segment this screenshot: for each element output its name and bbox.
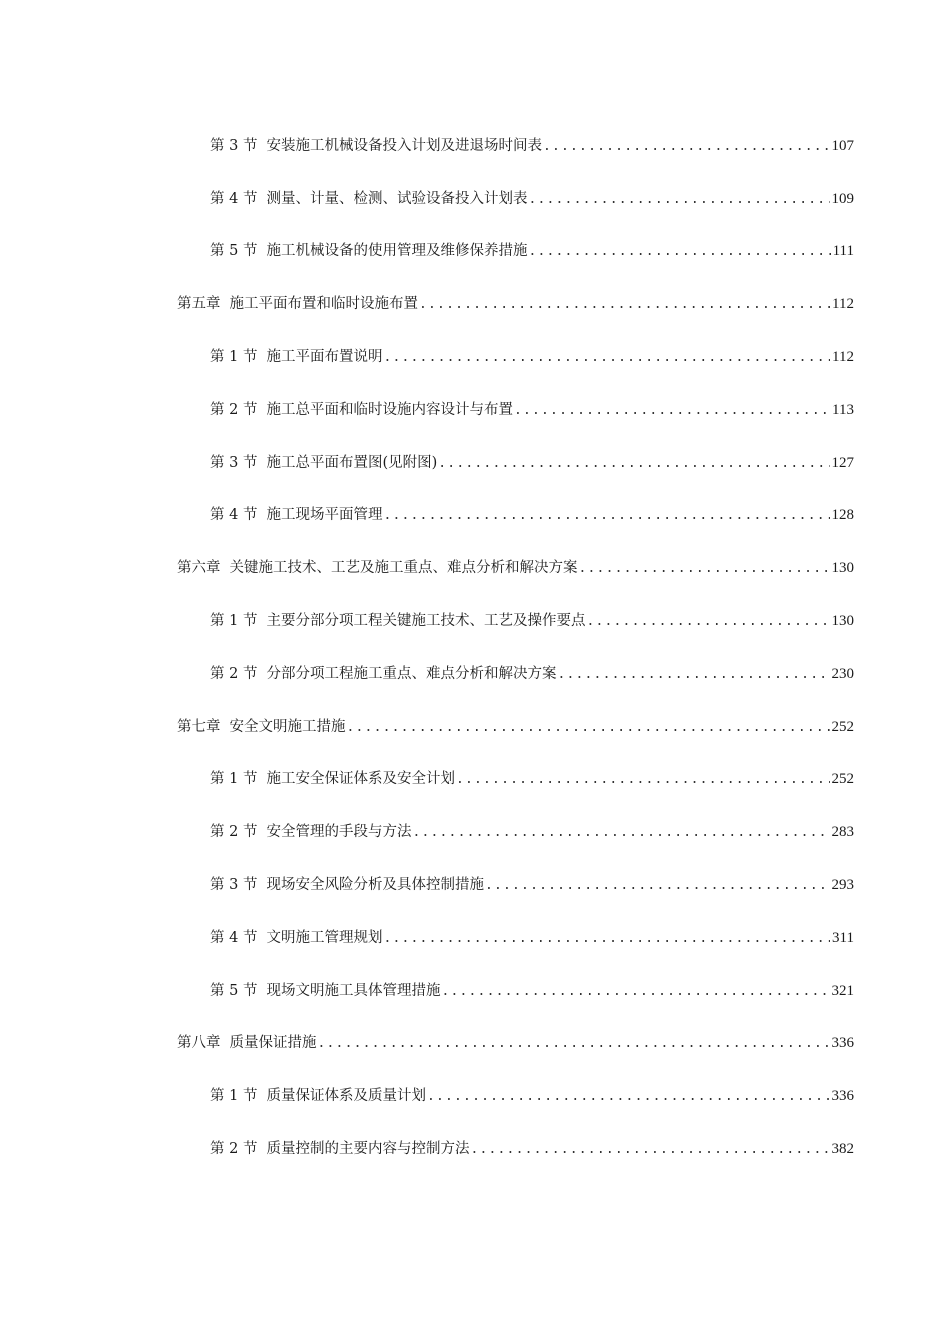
toc-entry-label: 第 4 节 <box>210 190 258 207</box>
toc-entry-title: 关键施工技术、工艺及施工重点、难点分析和解决方案 <box>229 560 578 577</box>
toc-dot-leader <box>586 615 829 628</box>
toc-section-entry[interactable] <box>0 806 950 859</box>
toc-entry-line <box>210 1142 854 1157</box>
toc-section-entry[interactable] <box>0 437 950 490</box>
toc-entry-line <box>177 561 854 576</box>
toc-entry-line <box>177 720 854 735</box>
toc-entry-label: 第 5 节 <box>210 243 258 260</box>
toc-page-number: 130 <box>831 613 854 630</box>
toc-entry-line <box>210 350 854 365</box>
toc-page-number: 230 <box>831 665 854 682</box>
toc-entry-title: 现场文明施工具体管理措施 <box>266 982 441 999</box>
toc-dot-leader <box>412 826 829 839</box>
toc-dot-leader <box>383 351 830 364</box>
toc-page-number: 112 <box>832 296 854 313</box>
toc-entry-line <box>210 825 854 840</box>
toc-entry-title: 文明施工管理规划 <box>266 929 383 946</box>
toc-dot-leader <box>441 985 829 998</box>
toc-chapter-entry[interactable] <box>0 701 950 754</box>
toc-entry-title: 施工总平面和临时设施内容设计与布置 <box>266 401 513 418</box>
toc-page-number: 283 <box>831 824 854 841</box>
toc-page-number: 252 <box>831 771 854 788</box>
toc-entry-label: 第五章 <box>177 296 221 313</box>
toc-entry-label: 第 2 节 <box>210 401 258 418</box>
toc-section-entry[interactable] <box>0 965 950 1018</box>
toc-section-entry[interactable] <box>0 595 950 648</box>
toc-entry-label: 第 1 节 <box>210 349 258 366</box>
toc-page-number: 293 <box>831 877 854 894</box>
toc-entry-label: 第 3 节 <box>210 454 258 471</box>
toc-page-number: 128 <box>831 507 854 524</box>
toc-section-entry[interactable] <box>0 120 950 173</box>
toc-entry-line <box>210 931 854 946</box>
toc-entry-label: 第 1 节 <box>210 771 258 788</box>
toc-page-number: 382 <box>831 1141 854 1158</box>
toc-dot-leader <box>557 668 829 681</box>
toc-page-number: 252 <box>831 718 854 735</box>
toc-page-number: 321 <box>831 982 854 999</box>
toc-entry-title: 现场安全风险分析及具体控制措施 <box>266 877 484 894</box>
toc-entry-label: 第八章 <box>177 1035 221 1052</box>
toc-section-entry[interactable] <box>0 648 950 701</box>
toc-entry-title: 施工总平面布置图(见附图) <box>266 454 438 471</box>
toc-section-entry[interactable] <box>0 1070 950 1123</box>
toc-section-entry[interactable] <box>0 912 950 965</box>
toc-chapter-entry[interactable] <box>0 542 950 595</box>
toc-entry-title: 安全文明施工措施 <box>229 718 346 735</box>
toc-page-number: 111 <box>832 243 854 260</box>
toc-entry-title: 施工平面布置说明 <box>266 349 383 366</box>
toc-entry-line <box>210 139 854 154</box>
toc-section-entry[interactable] <box>0 226 950 279</box>
toc-section-entry[interactable] <box>0 331 950 384</box>
toc-entry-label: 第 2 节 <box>210 824 258 841</box>
toc-entry-line <box>210 984 854 999</box>
toc-chapter-entry[interactable] <box>0 1018 950 1071</box>
table-of-contents <box>0 120 950 1176</box>
toc-dot-leader <box>528 193 829 206</box>
toc-entry-title: 测量、计量、检测、试验设备投入计划表 <box>266 190 528 207</box>
toc-entry-title: 质量保证体系及质量计划 <box>266 1088 426 1105</box>
toc-entry-line <box>210 878 854 893</box>
toc-page-number: 130 <box>831 560 854 577</box>
toc-dot-leader <box>528 245 830 258</box>
toc-dot-leader <box>514 404 830 417</box>
toc-dot-leader <box>579 562 830 575</box>
toc-dot-leader <box>419 298 830 311</box>
toc-entry-line <box>210 614 854 629</box>
toc-page-number: 311 <box>832 929 854 946</box>
toc-dot-leader <box>470 1143 829 1156</box>
toc-dot-leader <box>347 721 830 734</box>
toc-entry-label: 第 5 节 <box>210 982 258 999</box>
toc-page-number: 336 <box>831 1035 854 1052</box>
toc-entry-title: 质量保证措施 <box>229 1035 317 1052</box>
toc-entry-title: 质量控制的主要内容与控制方法 <box>266 1141 470 1158</box>
toc-entry-line <box>210 192 854 207</box>
toc-entry-title: 分部分项工程施工重点、难点分析和解决方案 <box>266 665 557 682</box>
toc-chapter-entry[interactable] <box>0 278 950 331</box>
toc-page-number: 109 <box>831 190 854 207</box>
toc-entry-label: 第七章 <box>177 718 221 735</box>
toc-entry-title: 安全管理的手段与方法 <box>266 824 412 841</box>
toc-entry-label: 第 3 节 <box>210 137 258 154</box>
toc-entry-label: 第 2 节 <box>210 1141 258 1158</box>
toc-dot-leader <box>543 140 830 153</box>
toc-section-entry[interactable] <box>0 490 950 543</box>
toc-page-number: 127 <box>831 454 854 471</box>
toc-entry-title: 施工机械设备的使用管理及维修保养措施 <box>266 243 528 260</box>
toc-entry-label: 第 4 节 <box>210 507 258 524</box>
toc-entry-label: 第 1 节 <box>210 613 258 630</box>
toc-entry-line <box>210 456 854 471</box>
toc-section-entry[interactable] <box>0 859 950 912</box>
toc-dot-leader <box>383 509 829 522</box>
toc-entry-line <box>177 297 854 312</box>
toc-page-number: 113 <box>832 401 854 418</box>
toc-entry-line <box>210 1089 854 1104</box>
toc-entry-label: 第 1 节 <box>210 1088 258 1105</box>
toc-page-number: 112 <box>832 349 854 366</box>
toc-entry-label: 第 3 节 <box>210 877 258 894</box>
toc-entry-line <box>210 772 854 787</box>
toc-section-entry[interactable] <box>0 173 950 226</box>
toc-section-entry[interactable] <box>0 1123 950 1176</box>
toc-entry-title: 施工安全保证体系及安全计划 <box>266 771 455 788</box>
toc-dot-leader <box>318 1037 830 1050</box>
toc-entry-line <box>210 667 854 682</box>
toc-entry-title: 施工现场平面管理 <box>266 507 383 524</box>
toc-section-entry[interactable] <box>0 384 950 437</box>
toc-entry-line <box>210 244 854 259</box>
toc-dot-leader <box>456 773 830 786</box>
toc-entry-label: 第六章 <box>177 560 221 577</box>
toc-entry-line <box>210 403 854 418</box>
toc-entry-line <box>210 508 854 523</box>
toc-section-entry[interactable] <box>0 754 950 807</box>
toc-dot-leader <box>438 457 829 470</box>
toc-entry-title: 主要分部分项工程关键施工技术、工艺及操作要点 <box>266 613 586 630</box>
toc-page-number: 107 <box>831 137 854 154</box>
toc-entry-line <box>177 1036 854 1051</box>
toc-entry-label: 第 2 节 <box>210 665 258 682</box>
toc-dot-leader <box>485 879 830 892</box>
toc-dot-leader <box>427 1090 830 1103</box>
toc-entry-title: 安装施工机械设备投入计划及进退场时间表 <box>266 137 542 154</box>
toc-entry-title: 施工平面布置和临时设施布置 <box>229 296 418 313</box>
toc-page-number: 336 <box>831 1088 854 1105</box>
toc-dot-leader <box>383 932 830 945</box>
toc-entry-label: 第 4 节 <box>210 929 258 946</box>
